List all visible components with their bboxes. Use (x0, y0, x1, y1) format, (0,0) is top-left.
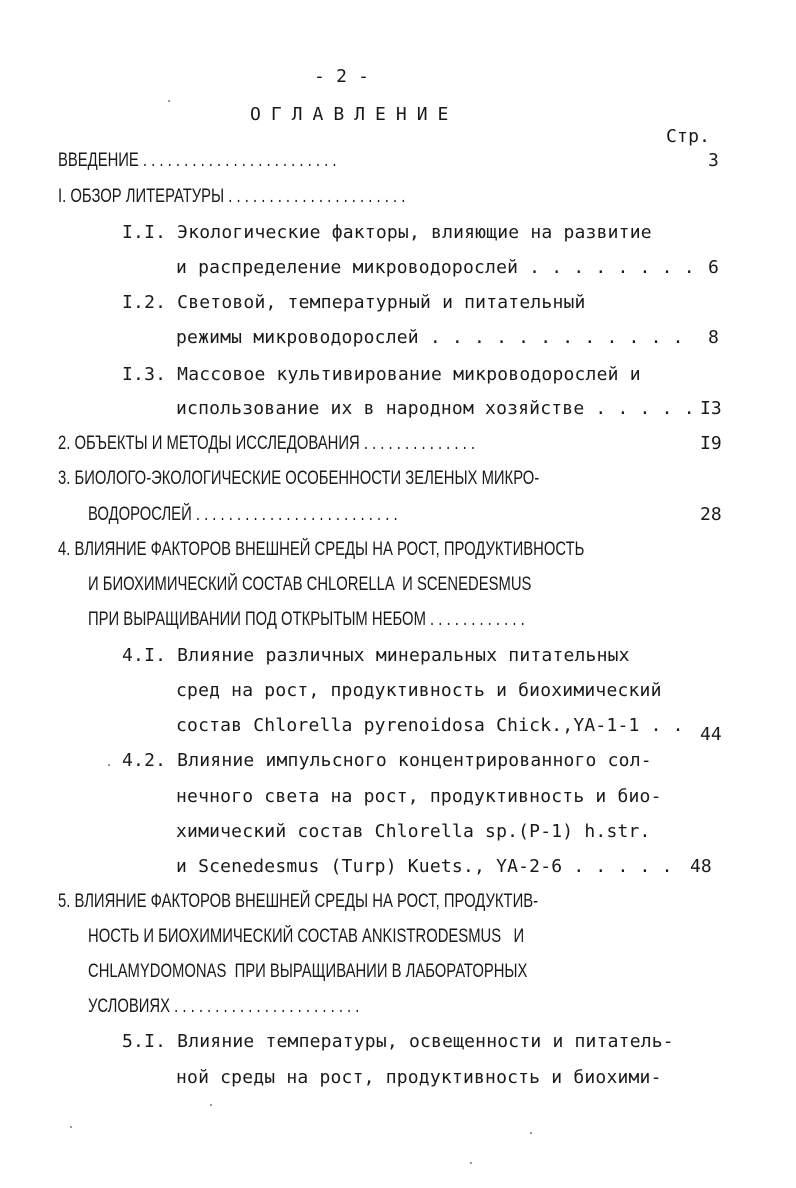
toc-page-chapter-3: 28 (700, 504, 722, 525)
toc-entry-chapter-5-line-2: НОСТЬ И БИОХИМИЧЕСКИЙ СОСТАВ ANKISTRODESMUS И (88, 926, 525, 947)
toc-entry-chapter-5-line-4: УСЛОВИЯХ . . . . . . . . . . . . . . . . . . . . . . . (88, 996, 360, 1017)
toc-entry-chapter-4-line-2: И БИОХИМИЧЕСКИЙ СОСТАВ CHLORELLA И SCENEDESMUS (88, 574, 532, 595)
scan-speck (70, 1126, 72, 1128)
toc-entry-1-2-line-2: режимы микроводорослей . . . . . . . . . . . . (176, 327, 684, 348)
toc-entry-4-1-line-1: 4.I. Влияние различных минеральных питательных (122, 645, 630, 666)
toc-entry-4-2-line-2: нечного света на рост, продуктивность и био- (176, 786, 662, 807)
toc-entry-chapter-5-line-1: 5. ВЛИЯНИЕ ФАКТОРОВ ВНЕШНЕЙ СРЕДЫ НА РОСТ, ПРОДУКТИВ- (58, 891, 539, 912)
toc-page-1-1: 6 (708, 257, 719, 278)
toc-page-1-2: 8 (708, 327, 719, 348)
toc-page-chapter-2: I9 (700, 433, 722, 454)
toc-entry-intro: ВВЕДЕНИЕ . . . . . . . . . . . . . . . . . . . . . . . . (58, 150, 337, 171)
scan-speck (210, 1104, 212, 1106)
toc-entry-4-2-line-1: 4.2. Влияние импульсного концентрированного сол- (122, 750, 652, 771)
toc-entry-chapter-4-line-3: ПРИ ВЫРАЩИВАНИИ ПОД ОТКРЫТЫМ НЕБОМ . . . . . . . . . . . . (88, 609, 525, 630)
toc-heading: ОГЛАВЛЕНИЕ (250, 104, 459, 125)
scan-speck (470, 1162, 472, 1164)
toc-entry-4-1-line-2: сред на рост, продуктивность и биохимический (176, 680, 662, 701)
toc-entry-chapter-4-line-1: 4. ВЛИЯНИЕ ФАКТОРОВ ВНЕШНЕЙ СРЕДЫ НА РОСТ, ПРОДУКТИВНОСТЬ (58, 539, 585, 560)
toc-entry-chapter-1: I. ОБЗОР ЛИТЕРАТУРЫ . . . . . . . . . . . . . . . . . . . . . . (58, 186, 406, 207)
toc-entry-1-1-line-1: I.I. Экологические факторы, влияющие на развитие (122, 222, 652, 243)
toc-entry-4-2-line-4: и Scenedesmus (Turp) Kuets., YA-2-6 . . . . . (176, 856, 673, 877)
toc-entry-chapter-3-line-2: ВОДОРОСЛЕЙ . . . . . . . . . . . . . . . . . . . . . . . . . (88, 504, 398, 525)
toc-page-intro: 3 (708, 150, 719, 171)
scan-speck (530, 1132, 532, 1134)
toc-page-4-1: 44 (700, 724, 722, 745)
scan-speck (108, 764, 110, 766)
toc-entry-1-2-line-1: I.2. Световой, температурный и питательный (122, 292, 586, 313)
toc-entry-chapter-5-line-3: CHLAMYDOMONAS ПРИ ВЫРАЩИВАНИИ В ЛАБОРАТОРНЫХ (88, 961, 528, 982)
toc-page-4-2: 48 (690, 856, 712, 877)
scan-speck (168, 100, 170, 102)
toc-entry-4-2-line-3: химический состав Chlorella sp.(P-1) h.str. (176, 821, 651, 842)
toc-entry-1-3-line-1: I.3. Массовое культивирование микроводорослей и (122, 364, 641, 385)
toc-entry-4-1-line-3: состав Chlorella pyrenoidosa Chick.,YA-1-1 . . (176, 715, 684, 736)
toc-entry-5-1-line-1: 5.I. Влияние температуры, освещенности и питатель- (122, 1031, 674, 1052)
page-number: - 2 - (314, 66, 370, 87)
toc-entry-5-1-line-2: ной среды на рост, продуктивность и биохими- (176, 1067, 662, 1088)
toc-entry-chapter-3-line-1: 3. БИОЛОГО-ЭКОЛОГИЧЕСКИЕ ОСОБЕННОСТИ ЗЕЛЕНЫХ МИКРО- (58, 468, 540, 489)
toc-entry-chapter-2: 2. ОБЪЕКТЫ И МЕТОДЫ ИССЛЕДОВАНИЯ . . . . . . . . . . . . . . (58, 433, 476, 454)
toc-entry-1-3-line-2: использование их в народном хозяйстве . . . . . (176, 398, 695, 419)
toc-page-1-3: I3 (700, 398, 722, 419)
page-column-label: Стр. (666, 126, 711, 147)
toc-entry-1-1-line-2: и распределение микроводорослей . . . . . . . . (176, 257, 695, 278)
